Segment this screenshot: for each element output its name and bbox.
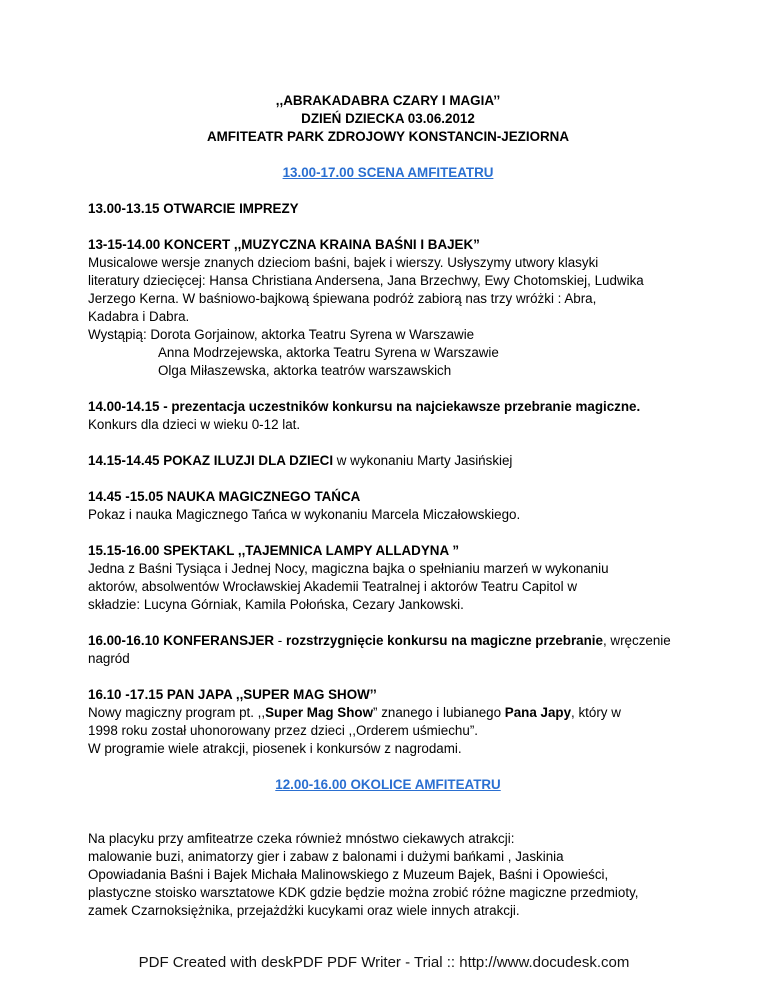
outro-line: zamek Czarnoksiężnika, przejażdżki kucykami oraz wiele innych atrakcji. xyxy=(88,903,520,918)
item-illusion xyxy=(88,452,688,470)
venue: AMFITEATR PARK ZDROJOWY KONSTANCIN-JEZIORNA xyxy=(206,129,570,144)
item-mc-line: nagród xyxy=(88,651,130,666)
outro-line: plastyczne stoisko warsztatowe KDK gdzie będzie można zrobić różne magiczne przedmioty, xyxy=(88,885,639,900)
item-spectacle-line: składzie: Lucyna Górniak, Kamila Połońska, Cezary Jankowski. xyxy=(88,597,464,612)
item-concert-line: Jerzego Kerna. W baśniowo-bajkową śpiewana podróż zabiorą nas trzy wróżki : Abra, xyxy=(88,291,597,306)
outro-line: malowanie buzi, animatorzy gier i zabaw z balonami i dużymi bańkami , Jaskinia xyxy=(88,849,564,864)
pdf-watermark-footer: PDF Created with deskPDF PDF Writer - Trial :: http://www.docudesk.com xyxy=(138,954,630,971)
item-show-line xyxy=(88,704,688,722)
item-contest-line: Konkurs dla dzieci w wieku 0-12 lat. xyxy=(88,417,301,432)
section-heading-surroundings: 12.00-16.00 OKOLICE AMFITEATRU xyxy=(275,777,501,792)
section-heading-stage: 13.00-17.00 SCENA AMFITEATRU xyxy=(282,165,494,180)
item-dance-title: 14.45 -15.05 NAUKA MAGICZNEGO TAŃCA xyxy=(88,489,361,504)
event-date: DZIEŃ DZIECKA 03.06.2012 xyxy=(301,111,475,126)
item-mc-bold: rozstrzygnięcie konkursu na magiczne przebranie xyxy=(285,633,603,648)
item-dance-line: Pokaz i nauka Magicznego Tańca w wykonaniu Marcela Miczałowskiego. xyxy=(88,507,521,522)
text-span: Nowy magiczny program pt. ,, xyxy=(88,705,266,720)
item-illusion-rest: w wykonaniu Marty Jasińskiej xyxy=(333,453,513,468)
item-concert-line: literatury dziecięcej: Hansa Christiana Andersena, Jana Brzechwy, Ewy Chotomskiej, Ludwika xyxy=(88,273,644,288)
item-concert-line: Kadabra i Dabra. xyxy=(88,309,190,324)
item-opening: 13.00-13.15 OTWARCIE IMPREZY xyxy=(88,201,299,216)
item-mc-rest: , wręczenie xyxy=(602,633,671,648)
item-show-title: 16.10 -17.15 PAN JAPA ,,SUPER MAG SHOW’’ xyxy=(88,687,377,702)
item-spectacle-title: 15.15-16.00 SPEKTAKL ,,TAJEMNICA LAMPY ALLADYNA ” xyxy=(88,543,460,558)
text-span: ” znanego i lubianego xyxy=(373,705,505,720)
item-spectacle-line: aktorów, absolwentów Wrocławskiej Akademii Teatralnej i aktorów Teatru Capitol w xyxy=(88,579,577,594)
item-concert-line: Wystąpią: Dorota Gorjainow, aktorka Teatru Syrena w Warszawie xyxy=(88,327,475,342)
item-contest-title: 14.00-14.15 - prezentacja uczestników konkursu na najciekawsze przebranie magiczne. xyxy=(88,399,641,414)
title: ,,ABRAKADABRA CZARY I MAGIA’’ xyxy=(275,93,501,108)
text-span: Pana Japy xyxy=(504,705,572,720)
item-spectacle-line: Jedna z Baśni Tysiąca i Jednej Nocy, magiczna bajka o spełnianiu marzeń w wykonaniu xyxy=(88,561,609,576)
item-concert-title: 13-15-14.00 KONCERT ,,MUZYCZNA KRAINA BAŚNI I BAJEK” xyxy=(88,237,480,252)
item-show-line: 1998 roku został uhonorowany przez dzieci ,,Orderem uśmiechu”. xyxy=(88,723,479,738)
text-span: Super Mag Show xyxy=(265,705,374,720)
outro-line: Opowiadania Baśni i Bajek Michała Malinowskiego z Muzeum Bajek, Baśni i Opowieści, xyxy=(88,867,609,882)
item-show-line: W programie wiele atrakcji, piosenek i konkursów z nagrodami. xyxy=(88,741,462,756)
text-span: , który w xyxy=(571,705,621,720)
item-mc-title: 16.00-16.10 KONFERANSJER xyxy=(88,633,275,648)
item-concert-line: Olga Miłaszewska, aktorka teatrów warszawskich xyxy=(158,363,452,378)
item-concert-line: Anna Modrzejewska, aktorka Teatru Syrena w Warszawie xyxy=(158,345,499,360)
item-mc xyxy=(88,632,688,650)
document-page xyxy=(88,0,688,920)
item-concert-line: Musicalowe wersje znanych dzieciom baśni, bajek i wierszy. Usłyszymy utwory klasyki xyxy=(88,255,599,270)
item-mc-sep: - xyxy=(274,633,286,648)
item-illusion-title: 14.15-14.45 POKAZ ILUZJI DLA DZIECI xyxy=(88,453,334,468)
outro-line: Na placyku przy amfiteatrze czeka również mnóstwo ciekawych atrakcji: xyxy=(88,831,515,846)
